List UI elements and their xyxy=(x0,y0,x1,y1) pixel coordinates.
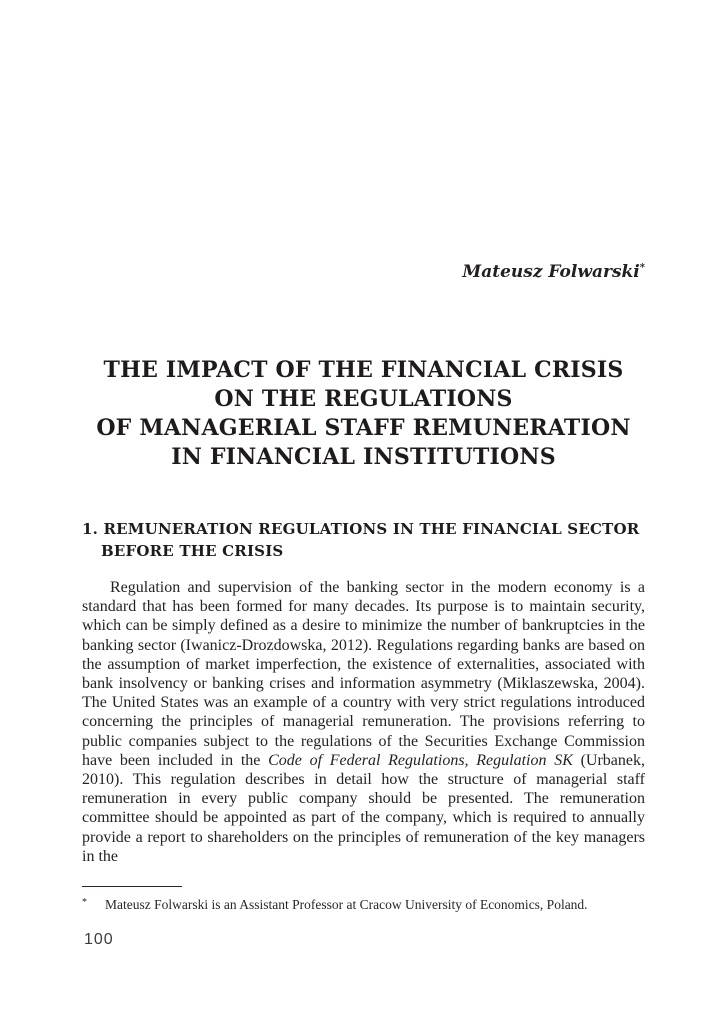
title-line-2: ON THE REGULATIONS xyxy=(214,386,513,412)
section-heading-text: REMUNERATION REGULATIONS IN THE FINANCIAL SECTOR xyxy=(103,520,640,538)
footnote-rule xyxy=(82,886,182,887)
title-line-3: OF MANAGERIAL STAFF REMUNERATION xyxy=(96,415,631,441)
paragraph-text-part-2: (Urbanek, 2010). This regulation describes in detail how the structure of managerial staff remuneration in every public company should be presented. The remuneration committee should be appointed as part of the company, which is required to annually provide a report to shareholders on the principles of remuneration of the key managers in the xyxy=(82,751,646,865)
body-paragraph xyxy=(82,578,645,866)
footnote-marker: * xyxy=(82,897,87,908)
article-title xyxy=(82,356,645,472)
footnote-text: Mateusz Folwarski is an Assistant Professor at Cracow University of Economics, Poland. xyxy=(105,897,588,912)
author-name: Mateusz Folwarski xyxy=(462,262,640,282)
title-line-4: IN FINANCIAL INSTITUTIONS xyxy=(171,444,556,470)
footnote xyxy=(82,894,645,913)
page-number: 100 xyxy=(84,931,114,948)
paragraph-text-part-1: Regulation and supervision of the banking sector in the modern economy is a standard that has been formed for many decades. Its purpose is to maintain security, which can be simply defined as a desire to minimize the number of bankruptcies in the banking sector (Iwanicz-Drozdowska, 2012). Regulations regarding banks are based on the assumption of market imperfection, the existence of externalities, associated with bank insolvency or banking crises and information asymmetry (Miklaszewska, 2004). The United States was an example of a country with very strict regulations introduced concerning the principles of managerial remuneration. The provisions referring to public companies subject to the regulations of the Securities Exchange Commission have been included in the xyxy=(82,579,645,769)
author-footnote-marker: * xyxy=(639,262,645,274)
title-line-1: THE IMPACT OF THE FINANCIAL CRISIS xyxy=(103,357,624,383)
section-heading-line-1 xyxy=(82,518,662,540)
author-line xyxy=(82,261,645,283)
inline-italic-citation: Code of Federal Regulations, Regulation SK xyxy=(268,751,573,769)
section-heading-number: 1. xyxy=(82,520,99,538)
section-heading-line-2: BEFORE THE CRISIS xyxy=(101,542,284,560)
section-heading xyxy=(82,518,662,562)
